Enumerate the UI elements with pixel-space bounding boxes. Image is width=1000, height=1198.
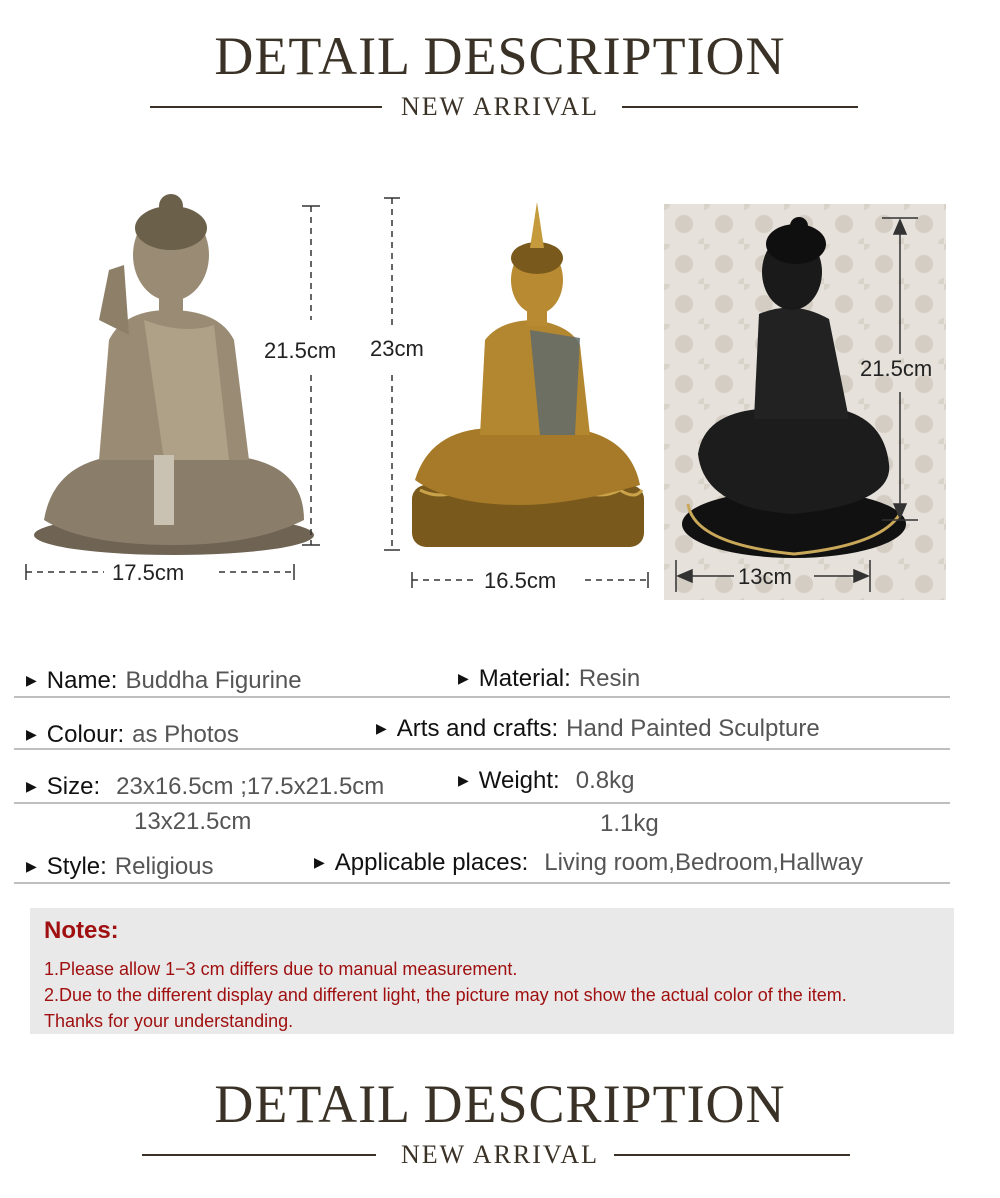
spec-row-colour-arts [14, 700, 950, 750]
width-label: 16.5cm [484, 568, 557, 593]
triangle-bullet-icon: ▶ [26, 726, 37, 742]
spec-style [26, 852, 214, 881]
subtitle: NEW ARRIVAL [401, 92, 599, 121]
page-title: DETAIL DESCRIPTION [214, 26, 786, 86]
height-label: 21.5cm [860, 356, 933, 381]
header-top [0, 26, 1000, 122]
spec-label: Name: [46, 667, 118, 694]
subtitle-row [0, 92, 1000, 122]
spec-material [458, 664, 640, 693]
height-label: 21.5cm [264, 338, 337, 363]
spec-label: Applicable places: [334, 849, 529, 876]
spec-row-style-places [14, 842, 950, 884]
spec-row-name-material [14, 660, 950, 698]
triangle-bullet-icon: ▶ [26, 778, 37, 794]
spec-weight-value-2: 1.1kg [600, 810, 659, 837]
spec-label: Arts and crafts: [396, 715, 559, 742]
notes-box [30, 908, 954, 1034]
spec-name [26, 666, 302, 695]
triangle-bullet-icon: ▶ [458, 772, 469, 788]
spec-label: Colour: [46, 721, 125, 748]
spec-value: 0.8kg [575, 767, 635, 794]
height-label: 23cm [370, 336, 424, 361]
photo-gold-buddha [370, 160, 664, 606]
notes-title: Notes: [44, 917, 119, 944]
spec-places [314, 848, 863, 877]
notes-line-2: 2.Due to the different display and different light, the picture may not show the actual color of the item. [44, 985, 847, 1005]
spec-value: Hand Painted Sculpture [566, 715, 820, 742]
spec-value: as Photos [132, 721, 239, 748]
spec-size-value-2: 13x21.5cm [134, 808, 252, 835]
photo-black-buddha [664, 204, 946, 600]
spec-value: Resin [578, 665, 641, 692]
spec-weight [458, 766, 634, 795]
triangle-bullet-icon: ▶ [26, 672, 37, 688]
triangle-bullet-icon: ▶ [458, 670, 469, 686]
spec-value: Religious [114, 853, 214, 880]
header-bottom [0, 1074, 1000, 1170]
spec-label: Size: [46, 773, 101, 800]
spec-row-size-weight [14, 752, 950, 804]
subtitle-row [0, 1140, 1000, 1170]
spec-label: Material: [478, 665, 571, 692]
section-title: DETAIL DESCRIPTION [214, 1074, 786, 1134]
notes-line-1: 1.Please allow 1−3 cm differs due to manual measurement. [44, 959, 518, 979]
notes-line-3: Thanks for your understanding. [44, 1011, 294, 1031]
photo-bronze-buddha [14, 160, 366, 606]
spec-value: Living room,Bedroom,Hallway [544, 849, 864, 876]
triangle-bullet-icon: ▶ [376, 720, 387, 736]
spec-value: Buddha Figurine [125, 667, 302, 694]
spec-label: Style: [46, 853, 107, 880]
width-label: 13cm [738, 564, 792, 589]
width-label: 17.5cm [112, 560, 185, 585]
spec-arts [376, 714, 820, 743]
subtitle: NEW ARRIVAL [401, 1140, 599, 1169]
triangle-bullet-icon: ▶ [314, 854, 325, 870]
triangle-bullet-icon: ▶ [26, 858, 37, 874]
spec-label: Weight: [478, 767, 560, 794]
spec-size [26, 772, 384, 801]
spec-colour [26, 720, 239, 749]
spec-value: 23x16.5cm ;17.5x21.5cm [116, 773, 385, 800]
